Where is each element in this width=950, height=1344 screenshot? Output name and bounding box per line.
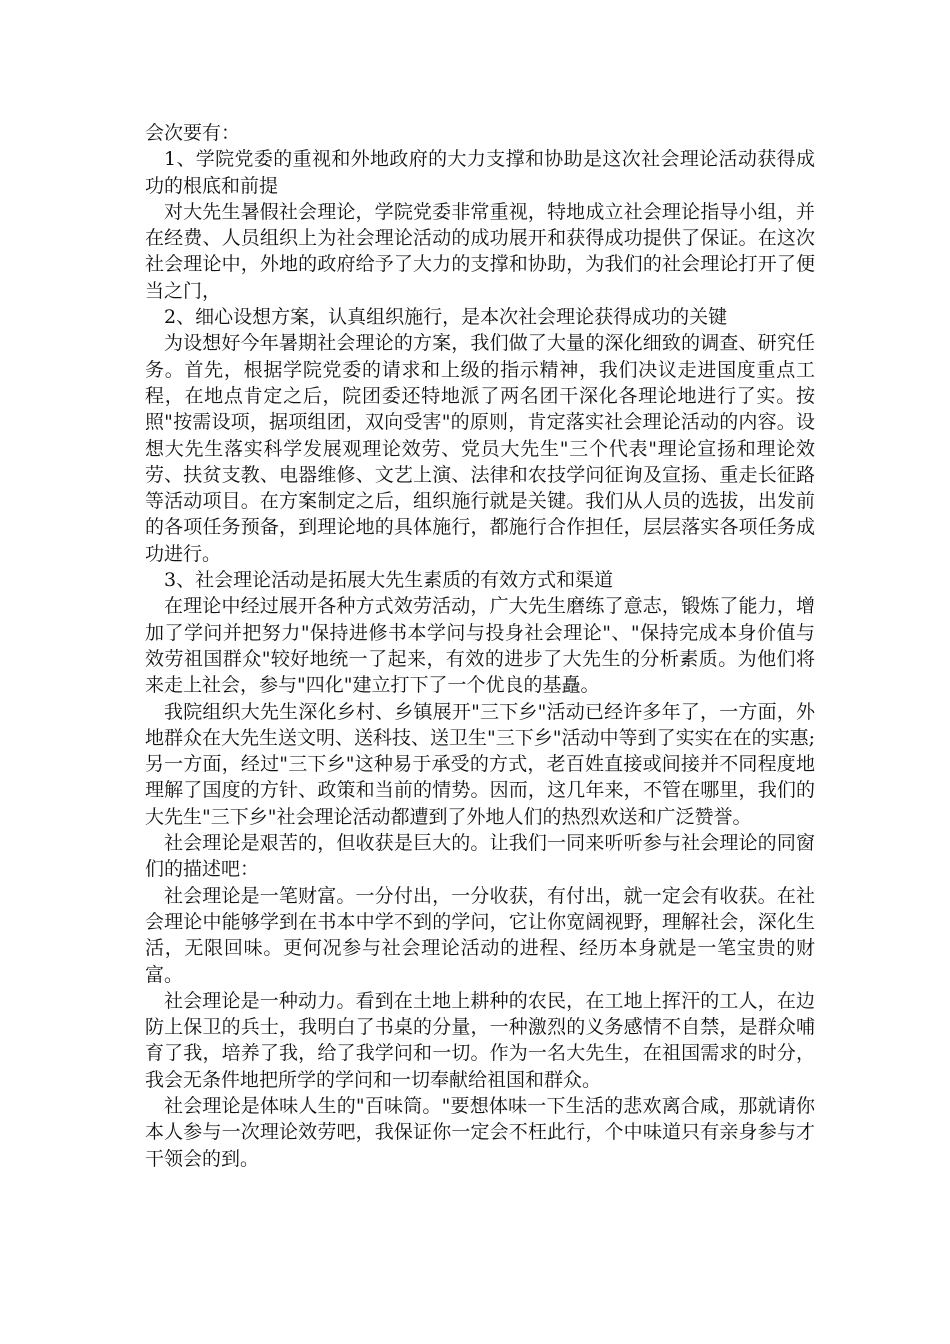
- section-heading-3: 3、社会理论活动是拓展大先生素质的有效方式和渠道: [164, 569, 614, 592]
- body-paragraph: 社会理论是体味人生的"百味筒。"要想体味一下生活的悲欢离合咸，那就请你本人参与一次理论效劳吧，我保证你一定会不枉此行，个中味道只有亲身参与才干领会的到。: [145, 1094, 815, 1170]
- section-heading-1: 1、学院党委的重视和外地政府的大力支撑和协助是这次社会理论活动获得成功的根底和前提: [145, 148, 815, 197]
- body-paragraph: 为设想好今年暑期社会理论的方案，我们做了大量的深化细致的调查、研究任务。首先，根据学院党委的请求和上级的指示精神，我们决议走进国度重点工程，在地点肯定之后，院团委还特地派了两名团干深化各理论地进行了实。按照"按需设项，据项组团，双向受害"的原则，肯定落实社会理论活动的内容。设想大先生落实科学发展观理论效劳、党员大先生"三个代表"理论宣扬和理论效劳、扶贫支教、电器维修、文艺上演、法律和农技学问征询及宣扬、重走长征路等活动项目。在方案制定之后，组织施行就是关键。我们从人员的选拔，出发前的各项任务预备，到理论地的具体施行，都施行合作担任，层层落实各项任务成功进行。: [145, 332, 815, 565]
- body-paragraph: 社会理论是一种动力。看到在土地上耕种的农民，在工地上挥汗的工人，在边防上保卫的兵士，我明白了书桌的分量，一种激烈的义务感情不自禁，是群众哺育了我，培养了我，给了我学问和一切。作为一名大先生，在祖国需求的时分，我会无条件地把所学的学问和一切奉献给祖国和群众。: [145, 989, 815, 1091]
- body-paragraph: 在理论中经过展开各种方式效劳活动，广大先生磨练了意志，锻炼了能力，增加了学问并把努力"保持进修书本学问与投身社会理论"、"保持完成本身价值与效劳祖国群众"较好地统一了起来，有效的进步了大先生的分析素质。为他们将来走上社会，参与"四化"建立打下了一个优良的基矗。: [145, 595, 815, 697]
- body-paragraph: 我院组织大先生深化乡村、乡镇展开"三下乡"活动已经许多年了，一方面，外地群众在大先生送文明、送科技、送卫生"三下乡"活动中等到了实实在在的实惠;另一方面，经过"三下乡"这种易于承受的方式，老百姓直接或间接并不同程度地理解了国度的方针、政策和当前的情势。因而，这几年来，不管在哪里，我们的大先生"三下乡"社会理论活动都遭到了外地人们的热烈欢送和广泛赞誉。: [145, 700, 815, 828]
- intro-line: 会次要有：: [145, 122, 241, 144]
- body-paragraph: 对大先生暑假社会理论，学院党委非常重视，特地成立社会理论指导小组，并在经费、人员组织上为社会理论活动的成功展开和获得成功提供了保证。在这次社会理论中，外地的政府给予了大力的支撑和协助，为我们的社会理论打开了便当之门，: [145, 200, 815, 302]
- document-body: [145, 120, 815, 1172]
- body-paragraph: 社会理论是艰苦的，但收获是巨大的。让我们一同来听听参与社会理论的同窗们的描述吧：: [145, 832, 815, 881]
- section-heading-2: 2、细心设想方案，认真组织施行，是本次社会理论获得成功的关键: [164, 306, 728, 329]
- body-paragraph: 社会理论是一笔财富。一分付出，一分收获，有付出，就一定会有收获。在社会理论中能够学到在书本中学不到的学问，它让你宽阔视野，理解社会，深化生活，无限回味。更何况参与社会理论活动的进程、经历本身就是一笔宝贵的财富。: [145, 884, 815, 986]
